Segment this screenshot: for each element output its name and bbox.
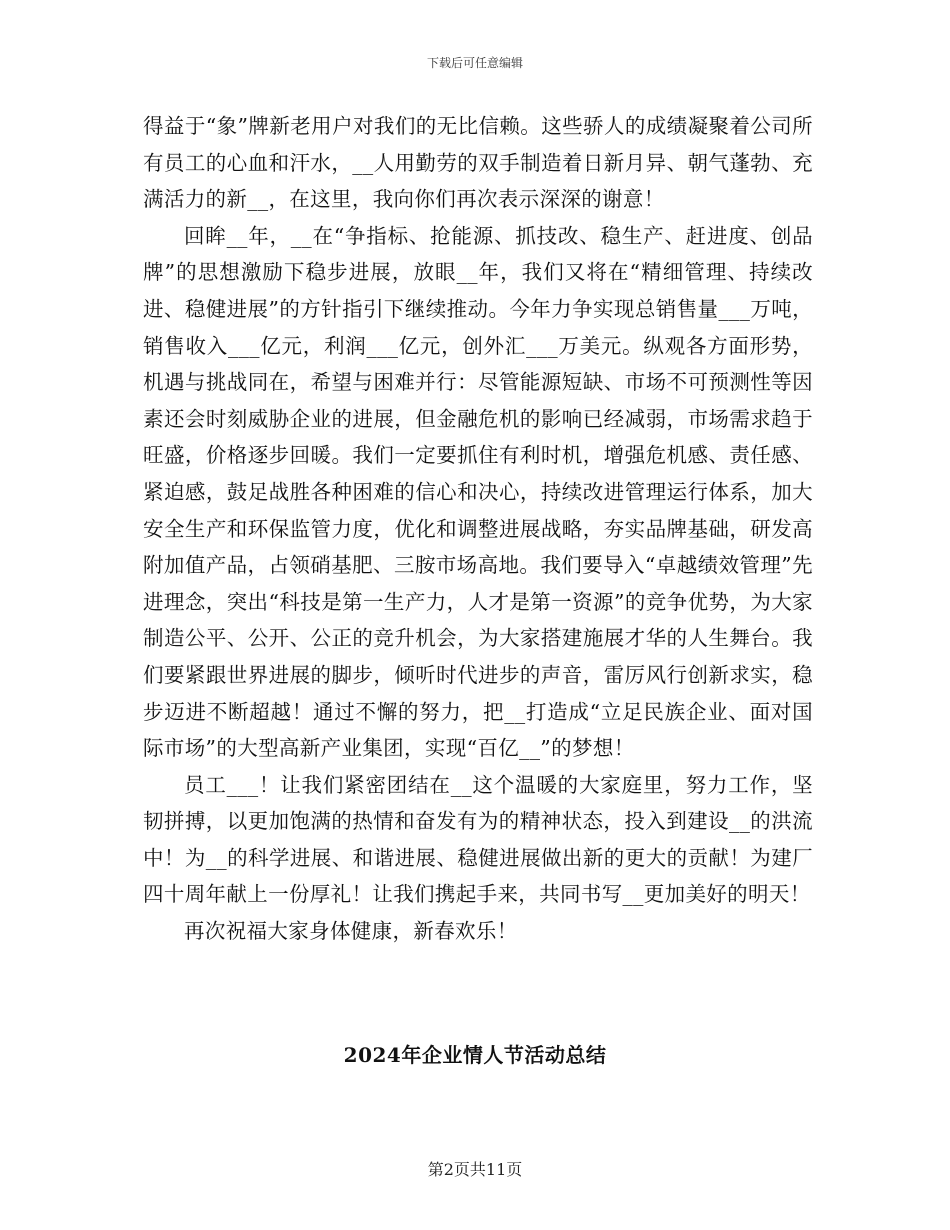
page-number: 第2页共11页 bbox=[427, 1160, 523, 1179]
paragraph-closing-wishes: 再次祝福大家身体健康，新春欢乐！ bbox=[184, 919, 518, 944]
section-title: 2024年企业情人节活动总结 bbox=[343, 1043, 607, 1067]
page-header-note: 下载后可任意编辑 bbox=[426, 56, 523, 70]
document-body bbox=[143, 108, 813, 950]
paragraph-continuation: 得益于“象”牌新老用户对我们的无比信赖。这些骄人的成绩凝聚着公司所有员工的心血和汗水，__人用勤劳的双手制造着日新月异、朝气蓬勃、充满活力的新__，在这里，我向你们再次表示深深的谢意！ bbox=[143, 114, 813, 212]
paragraph-outlook: 回眸__年，__在“争指标、抢能源、抓技改、稳生产、赶进度、创品牌”的思想激励下稳步进展，放眼__年，我们又将在“精细管理、持续改进、稳健进展”的方针指引下继续推动。今年力争实现总销售量___万吨，销售收入___亿元，利润___亿元，创外汇___万美元。纵观各方面形势，机遇与挑战同在，希望与困难并行：尽管能源短缺、市场不可预测性等因素还会时刻威胁企业的进展，但金融危机的影响已经减弱，市场需求趋于旺盛，价格逐步回暖。我们一定要抓住有利时机，增强危机感、责任感、紧迫感，鼓足战胜各种困难的信心和决心，持续改进管理运行体系，加大安全生产和环保监管力度，优化和调整进展战略，夯实品牌基础，研发高附加值产品，占领硝基肥、三胺市场高地。我们要导入“卓越绩效管理”先进理念，突出“科技是第一生产力，人才是第一资源”的竞争优势，为大家制造公平、公开、公正的竞升机会，为大家搭建施展才华的人生舞台。我们要紧跟世界进展的脚步，倾听时代进步的声音，雷厉风行创新求实，稳步迈进不断超越！通过不懈的努力，把__打造成“立足民族企业、面对国际市场”的大型高新产业集团，实现“百亿__”的梦想！ bbox=[143, 223, 813, 761]
paragraph-call-to-action: 员工___！让我们紧密团结在__这个温暖的大家庭里，努力工作，坚韧拼搏，以更加饱满的热情和奋发有为的精神状态，投入到建设__的洪流中！为__的科学进展、和谐进展、稳健进展做出新的更大的贡献！为建厂四十周年献上一份厚礼！让我们携起手来，共同书写__更加美好的明天！ bbox=[143, 772, 813, 907]
